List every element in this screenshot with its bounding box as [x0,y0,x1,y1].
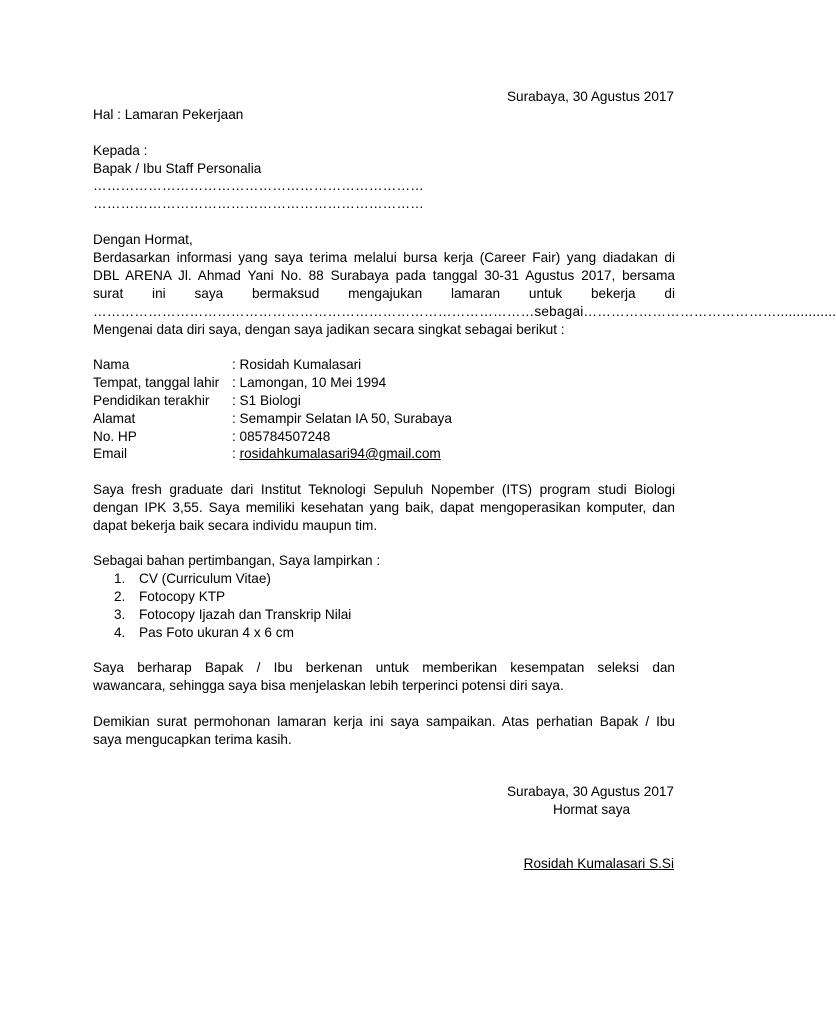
closing-line-1: Demikian surat permohonan lamaran kerja ini saya sampaikan. Atas perhatian Bapak / Ibu [93,714,675,729]
attachment-item: Pas Foto ukuran 4 x 6 cm [139,625,294,640]
value-pendidikan: : S1 Biologi [232,393,301,408]
label-alamat: Alamat [93,411,136,426]
email-prefix: : [232,446,240,461]
recipient-to: Kepada : [93,143,148,158]
greeting: Dengan Hormat, [93,232,193,247]
value-ttl: : Lamongan, 10 Mei 1994 [232,375,387,390]
label-pendidikan: Pendidikan terakhir [93,393,210,408]
label-hp: No. HP [93,429,137,444]
closing-line-2: saya mengucapkan terima kasih. [93,732,292,747]
intro-line-1: Berdasarkan informasi yang saya terima melalui bursa kerja (Career Fair) yang diadakan di [93,250,675,265]
recipient-dots-2: ……………………………………………………………… [93,196,425,211]
email-link[interactable]: rosidahkumalasari94@gmail.com [239,446,441,461]
attachment-item: CV (Curriculum Vitae) [139,571,271,586]
attachments-intro: Sebagai bahan pertimbangan, Saya lampirkan : [93,553,381,568]
attachment-number: 2. [114,589,126,604]
attachment-item: Fotocopy Ijazah dan Transkrip Nilai [139,607,352,622]
label-ttl: Tempat, tanggal lahir [93,375,220,390]
signature-name: Rosidah Kumalasari S.Si [523,856,674,871]
attachment-number: 3. [114,607,126,622]
signature-regards: Hormat saya [553,802,631,817]
profile-line-2: dengan IPK 3,55. Saya memiliki kesehatan yang baik, dapat mengoperasikan komputer, dan [93,500,675,515]
signature-date: Surabaya, 30 Agustus 2017 [506,784,674,799]
intro-line-2: DBL ARENA Jl. Ahmad Yani No. 88 Surabaya pada tanggal 30-31 Agustus 2017, bersama [93,268,675,283]
label-nama: Nama [93,357,130,372]
attachment-number: 1. [114,571,126,586]
label-email: Email [93,446,127,461]
value-alamat: : Semampir Selatan IA 50, Surabaya [232,411,452,426]
recipient-name: Bapak / Ibu Staff Personalia [93,161,262,176]
recipient-dots-1: ……………………………………………………………… [93,178,425,193]
intro-line-5: Mengenai data diri saya, dengan saya jadikan secara singkat sebagai berikut : [93,322,565,337]
attachment-number: 4. [114,625,126,640]
profile-line-3: dapat bekerja baik secara individu maupun tim. [93,518,378,533]
value-hp: : 085784507248 [232,429,331,444]
profile-line-1: Saya fresh graduate dari Institut Teknologi Sepuluh Nopember (ITS) program studi Biologi [93,482,675,497]
letter-date: Surabaya, 30 Agustus 2017 [506,89,674,104]
hope-line-2: wawancara, sehingga saya bisa menjelaskan lebih terperinci potensi diri saya. [93,678,564,693]
hope-line-1: Saya berharap Bapak / Ibu berkenan untuk memberikan kesempatan seleksi dan [93,660,675,675]
value-email-row [232,445,441,463]
value-nama: : Rosidah Kumalasari [232,357,362,372]
attachment-item: Fotocopy KTP [139,589,226,604]
letter-subject: Hal : Lamaran Pekerjaan [93,107,244,122]
intro-line-3: surat ini saya bermaksud mengajukan lamaran untuk bekerja di [93,286,675,301]
intro-line-4: ……………………………………………………………………………………sebagai……………………………………............... [93,304,836,319]
